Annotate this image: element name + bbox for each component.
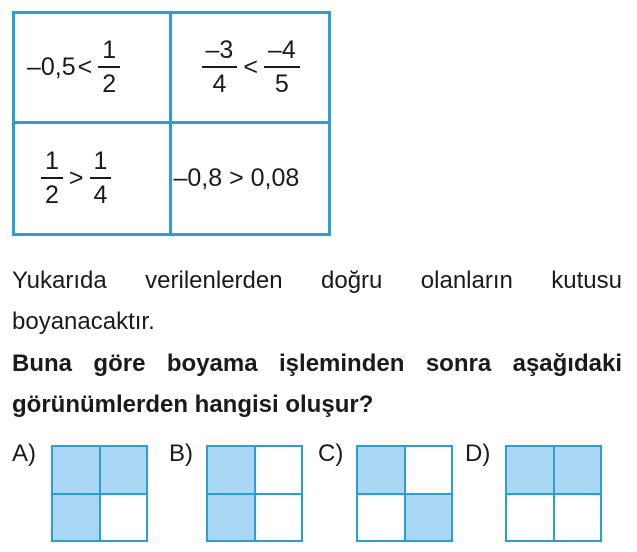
choice-a-square-2: [101, 447, 147, 493]
cell-top-left: [15, 14, 172, 124]
cell3-op: >: [68, 163, 84, 192]
cell2-right-den: 5: [274, 69, 289, 98]
choice-a-grid[interactable]: [51, 445, 148, 542]
cell1-right-fraction: [98, 35, 120, 98]
cell3-right-num: 1: [90, 149, 112, 179]
cell1-left: –0,5: [27, 52, 76, 81]
cell4-text: –0,8 > 0,08: [173, 163, 300, 192]
cell3-left-num: 1: [41, 149, 63, 179]
choice-b-square-3: [208, 495, 254, 541]
choice-a-square-1: [53, 447, 99, 493]
cell2-left-fraction: [202, 35, 238, 98]
choice-b-square-1: [208, 447, 254, 493]
choice-a-square-4: [101, 495, 147, 541]
inequality-grid: [12, 11, 331, 236]
cell3-right-fraction: [90, 146, 112, 209]
choice-c-square-4: [406, 495, 452, 541]
cell1-right-den: 2: [102, 69, 117, 98]
choice-d-label: D): [465, 440, 491, 467]
choice-d-square-4: [555, 495, 601, 541]
cell2-right-fraction: [264, 35, 300, 98]
choice-c-label: C): [318, 440, 344, 467]
choice-c-grid[interactable]: [356, 445, 453, 542]
cell2-right-num: –4: [264, 38, 300, 68]
cell3-right-den: 4: [93, 180, 108, 209]
cell-bottom-left: [15, 124, 172, 234]
choice-c-square-1: [358, 447, 404, 493]
instruction-text: Yukarıda verilenlerden doğru olanların kutusu boyanacaktır.: [12, 267, 622, 335]
cell-bottom-right: [172, 124, 329, 234]
cell1-right-num: 1: [98, 38, 120, 68]
choice-d-square-2: [555, 447, 601, 493]
choice-b-square-4: [256, 495, 302, 541]
choice-c-square-2: [406, 447, 452, 493]
choice-d-grid[interactable]: [505, 445, 602, 542]
cell1-op: <: [77, 52, 93, 81]
cell2-left-den: 4: [212, 69, 227, 98]
choice-d-square-1: [507, 447, 553, 493]
cell2-op: <: [243, 52, 258, 81]
cell3-left-fraction: [41, 146, 63, 209]
choice-a-square-3: [53, 495, 99, 541]
cell-top-right: [172, 14, 329, 124]
choice-c-square-3: [358, 495, 404, 541]
question-text: Buna göre boyama işleminden sonra aşağıdaki görünümlerden hangisi oluşur?: [12, 350, 622, 418]
choice-a-label: A): [12, 440, 36, 467]
choice-b-label: B): [169, 440, 193, 467]
choice-b-grid[interactable]: [206, 445, 303, 542]
cell3-left-den: 2: [45, 180, 59, 209]
cell2-left-num: –3: [202, 38, 238, 68]
choice-d-square-3: [507, 495, 553, 541]
choice-b-square-2: [256, 447, 302, 493]
